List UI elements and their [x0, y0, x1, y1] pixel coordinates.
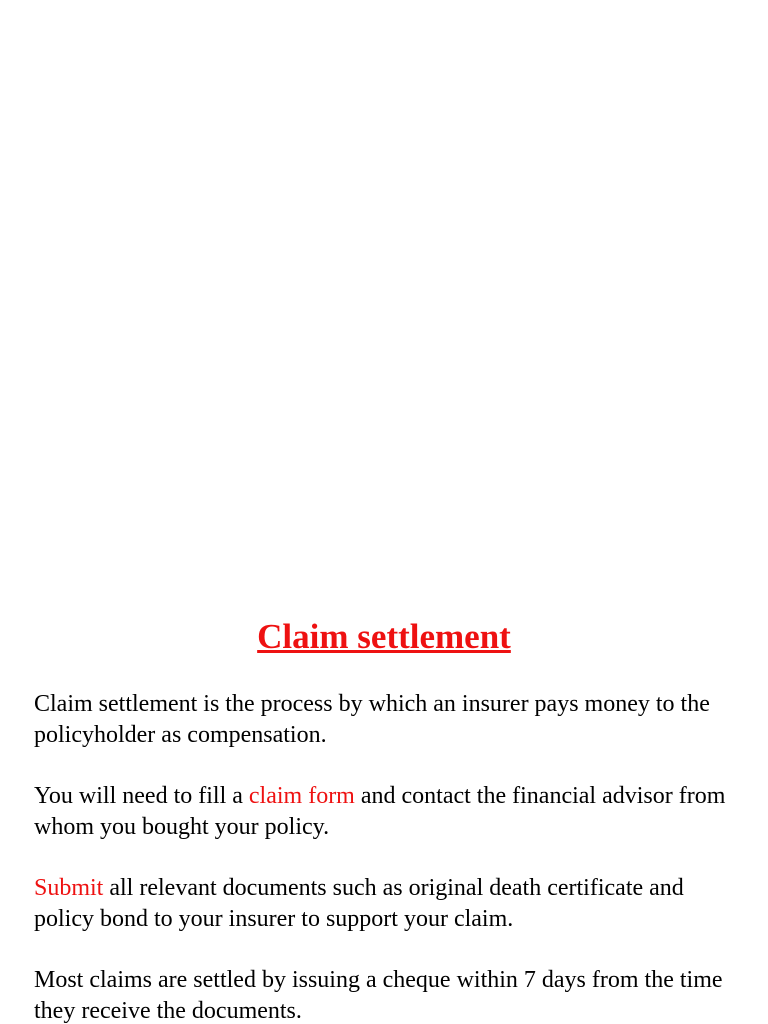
submit-highlight: Submit	[34, 875, 104, 901]
page-title: Claim settlement	[257, 617, 511, 656]
paragraph-submit-rest: all relevant documents such as original death certificate and policy bond to your insurer to support your claim.	[34, 875, 684, 932]
paragraph-claim-form	[34, 781, 744, 843]
paragraph-claim-form-rest: and contact the financial advisor from whom you bought your policy.	[34, 783, 726, 840]
paragraph-claim-form-lead: You will need to fill a	[34, 783, 249, 809]
paragraph-submit	[34, 873, 744, 935]
paragraph-cheque: Most claims are settled by issuing a cheque within 7 days from the time they receive the documents.	[34, 967, 723, 1024]
claim-form-highlight: claim form	[248, 783, 355, 809]
paragraph-definition: Claim settlement is the process by which an insurer pays money to the policyholder as compensation.	[34, 691, 710, 748]
document-body	[34, 689, 744, 1024]
